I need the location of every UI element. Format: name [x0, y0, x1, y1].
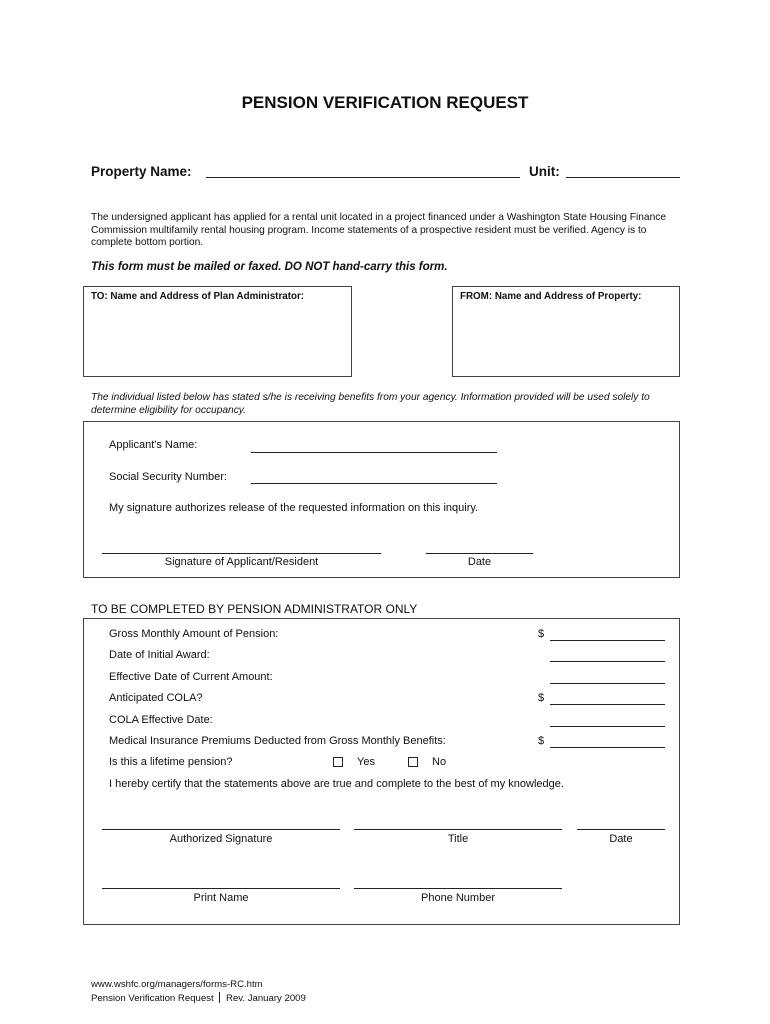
phone-number-label: Phone Number [421, 892, 495, 904]
yes-checkbox[interactable] [333, 757, 343, 767]
effective-date-label: Effective Date of Current Amount: [109, 671, 273, 683]
property-name-label: Property Name: [91, 164, 192, 179]
admin-section-heading: TO BE COMPLETED BY PENSION ADMINISTRATOR ONLY [91, 602, 418, 616]
effective-date-field[interactable] [550, 683, 665, 684]
to-address-box[interactable] [83, 286, 352, 377]
unit-field[interactable] [566, 177, 680, 178]
initial-award-label: Date of Initial Award: [109, 649, 210, 661]
cola-field[interactable] [550, 704, 665, 705]
gross-amount-field[interactable] [550, 640, 665, 641]
footer-url[interactable]: www.wshfc.org/managers/forms-RC.htm [91, 979, 263, 990]
cola-effective-field[interactable] [550, 726, 665, 727]
footer-doc-line [91, 992, 306, 1006]
admin-date-label: Date [609, 833, 633, 845]
unit-label: Unit: [529, 164, 560, 179]
authorization-text: My signature authorizes release of the requested information on this inquiry. [109, 502, 479, 514]
applicant-signature-label: Signature of Applicant/Resident [164, 556, 319, 568]
applicant-date-field[interactable] [426, 553, 533, 554]
medical-dollar-sign: $ [538, 735, 545, 747]
authorized-signature-label: Authorized Signature [169, 833, 273, 845]
no-checkbox[interactable] [408, 757, 418, 767]
applicant-box [83, 421, 680, 578]
print-name-field[interactable] [102, 888, 340, 889]
admin-box [83, 618, 680, 925]
applicant-date-label: Date [467, 556, 492, 568]
property-name-field[interactable] [206, 177, 520, 178]
cola-label: Anticipated COLA? [109, 692, 203, 704]
footer [91, 979, 306, 1005]
footer-separator [219, 992, 220, 1003]
individual-notice: The individual listed below has stated s/he is receiving benefits from your agency. Information provided will be used solely to determine eligibility for occupancy. [91, 392, 650, 416]
print-name-label: Print Name [193, 892, 249, 904]
ssn-label: Social Security Number: [109, 471, 227, 483]
gross-amount-label: Gross Monthly Amount of Pension: [109, 628, 279, 640]
yes-label: Yes [357, 756, 375, 768]
footer-doc-name: Pension Verification Request [91, 992, 214, 1004]
authorized-signature-field[interactable] [102, 829, 340, 830]
applicant-name-field[interactable] [251, 452, 497, 453]
admin-date-field[interactable] [577, 829, 665, 830]
applicant-name-label: Applicant's Name: [109, 439, 198, 451]
certify-text: I hereby certify that the statements above are true and complete to the best of my knowledge. [109, 778, 564, 790]
footer-revision: Rev. January 2009 [226, 992, 306, 1004]
title-label: Title [447, 833, 469, 845]
intro-paragraph: The undersigned applicant has applied for a rental unit located in a project financed under a Washington State Housing Finance Commission multifamily rental housing program. Income statements of a prospective resident must be verified. Agency is to complete bottom portion. [91, 212, 667, 248]
cola-dollar-sign: $ [538, 692, 545, 704]
from-box-label: FROM: Name and Address of Property: [460, 291, 642, 302]
from-address-box[interactable] [452, 286, 680, 377]
applicant-signature-field[interactable] [102, 553, 381, 554]
initial-award-field[interactable] [550, 661, 665, 662]
lifetime-pension-label: Is this a lifetime pension? [109, 756, 233, 768]
page-title: PENSION VERIFICATION REQUEST [241, 93, 529, 112]
title-field[interactable] [354, 829, 562, 830]
medical-premiums-field[interactable] [550, 747, 665, 748]
medical-premiums-label: Medical Insurance Premiums Deducted from Gross Monthly Benefits: [109, 735, 446, 747]
cola-effective-label: COLA Effective Date: [109, 714, 213, 726]
phone-number-field[interactable] [354, 888, 562, 889]
no-label: No [432, 756, 447, 768]
to-box-label: TO: Name and Address of Plan Administrator: [91, 291, 305, 302]
gross-dollar-sign: $ [538, 628, 545, 640]
mail-notice: This form must be mailed or faxed. DO NOT hand-carry this form. [91, 261, 448, 273]
ssn-field[interactable] [251, 483, 497, 484]
